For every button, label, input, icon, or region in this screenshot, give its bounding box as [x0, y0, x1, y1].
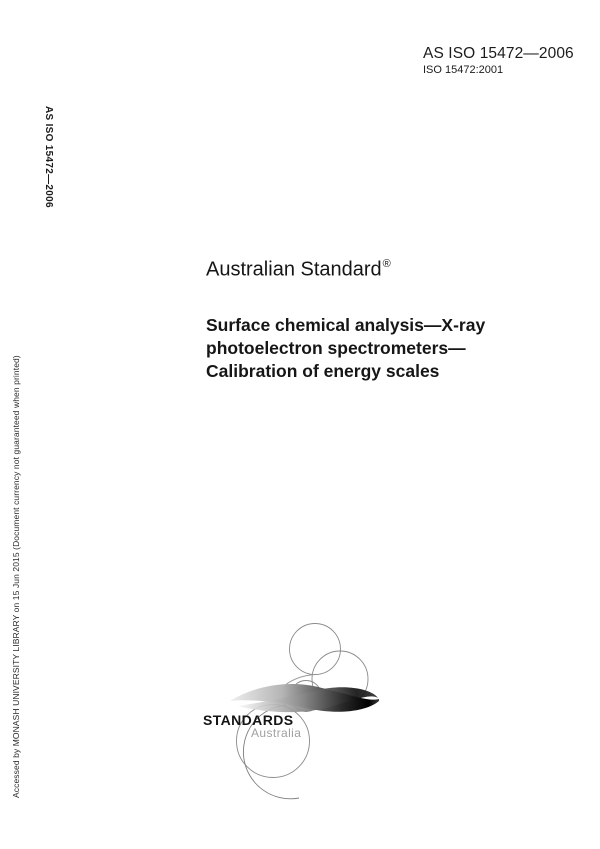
australian-standard-heading — [206, 255, 391, 280]
library-access-note: Accessed by MONASH UNIVERSITY LIBRARY on 15 Jun 2015 (Document currency not guaranteed when printed) — [11, 355, 21, 798]
registered-trademark-symbol: ® — [382, 258, 391, 270]
standard-title — [206, 314, 485, 383]
standard-designation: AS ISO 15472—2006 — [423, 45, 574, 62]
standards-australia-logo — [200, 608, 400, 808]
title-line-3: Calibration of energy scales — [206, 361, 440, 381]
logo-swirl-graphic — [200, 608, 400, 808]
title-line-1: Surface chemical analysis—X-ray — [206, 315, 486, 335]
brand-text: Australian Standard — [206, 258, 382, 281]
iso-reference: ISO 15472:2001 — [423, 64, 504, 76]
library-access-note-wrap — [11, 355, 25, 798]
standard-designation-block — [423, 45, 574, 77]
title-line-2: photoelectron spectrometers— — [206, 338, 466, 358]
spine-designation: AS ISO 15472—2006 — [43, 106, 54, 208]
logo-australia-text: Australia — [251, 726, 302, 740]
ribbon-wave — [230, 684, 379, 712]
logo-standards-text: STANDARDS — [203, 712, 294, 728]
